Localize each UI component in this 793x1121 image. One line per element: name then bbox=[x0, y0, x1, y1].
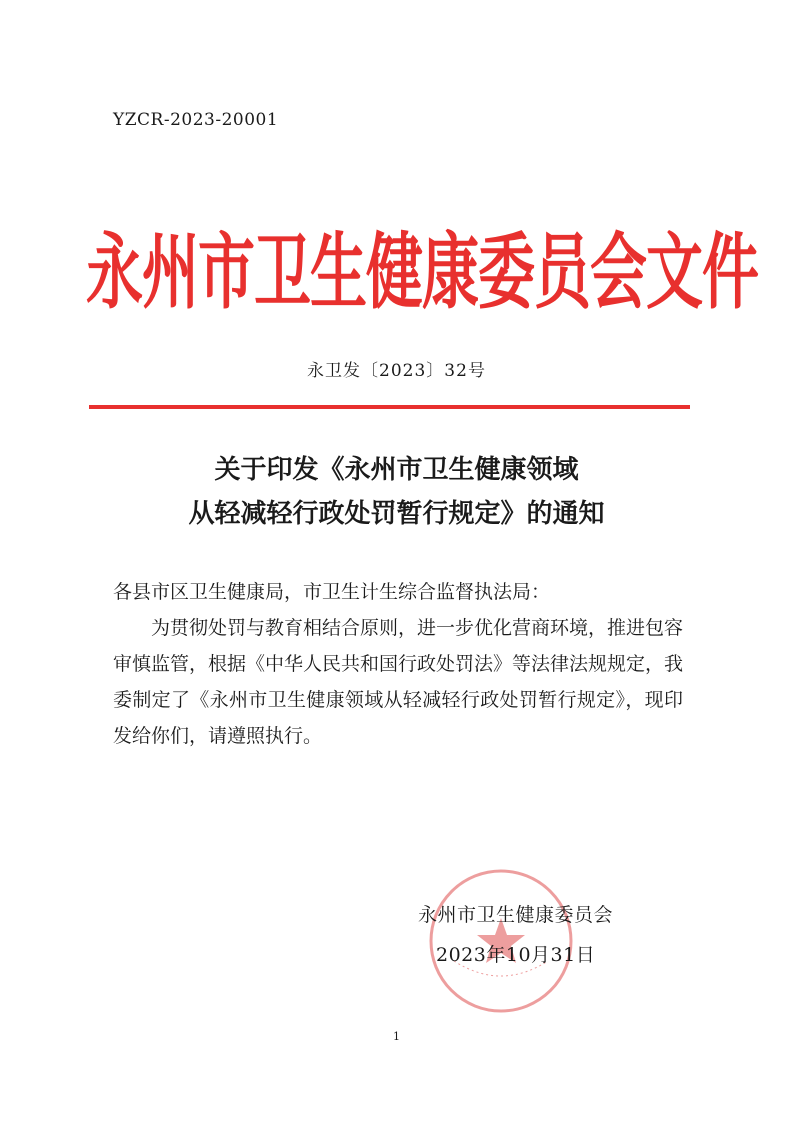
body-paragraph: 为贯彻处罚与教育相结合原则，进一步优化营商环境，推进包容审慎监管，根据《中华人民共和国行政处罚法》等法律法规规定，我委制定了《永州市卫生健康领域从轻减轻行政处罚暂行规定》，现印发给你们，请遵照执行。 bbox=[113, 617, 684, 747]
red-divider bbox=[89, 405, 690, 409]
document-number: 永卫发〔2023〕32号 bbox=[307, 361, 486, 381]
salutation: 各县市区卫生健康局，市卫生计生综合监督执法局： bbox=[113, 581, 551, 603]
masthead-title: 永州市卫生健康委员会文件 bbox=[86, 224, 758, 321]
signature-date: 2023年10月31日 bbox=[436, 944, 596, 966]
page-number: 1 bbox=[393, 1030, 400, 1043]
notice-title bbox=[0, 448, 793, 536]
document-code: YZCR-2023-20001 bbox=[113, 110, 279, 130]
notice-title-line-2: 从轻减轻行政处罚暂行规定》的通知 bbox=[188, 499, 605, 529]
notice-body bbox=[113, 574, 683, 754]
notice-title-line-1: 关于印发《永州市卫生健康领域 bbox=[214, 455, 579, 485]
signature-organization: 永州市卫生健康委员会 bbox=[418, 904, 614, 926]
